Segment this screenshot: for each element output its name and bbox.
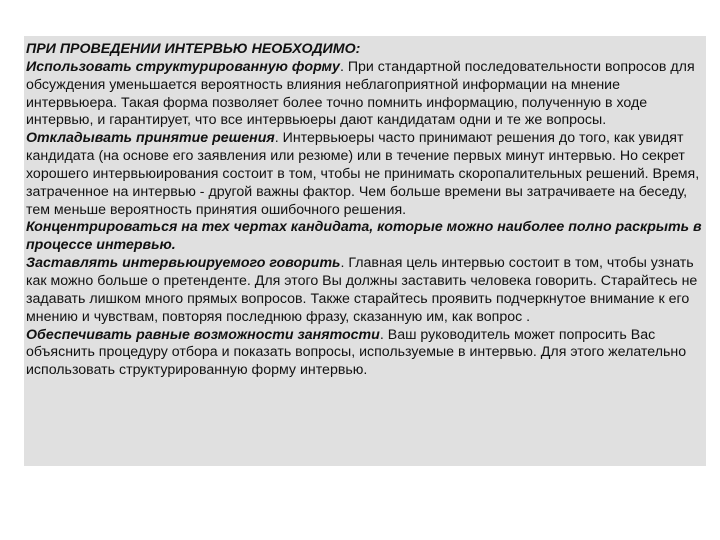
paragraph-concentrate-traits	[26, 219, 704, 255]
paragraph-text: . Ваш руководитель может попросить Вас объяснить процедуру отбора и показать вопросы, используемые в интервью. Для этого желательно использовать структурированную форму интервью.	[26, 326, 687, 379]
paragraph-structured-form	[26, 59, 704, 130]
paragraph-lead: Концентрироваться на тех чертах кандидата, которые можно наиболее полно раскрыть в процессе интервью.	[26, 219, 702, 254]
paragraph-equal-opportunities	[26, 327, 704, 381]
paragraph-text: . Интервьюеры часто принимают решения до того, как увидят кандидата (на основе его заявления или резюме) или в течение первых минут интервью. Но секрет хорошего интервьюирования состоит в том, чтобы не принимать скоропалительных решений. Время, затраченное на интервью - другой важны фактор. Чем больше времени вы затрачиваете на беседу, тем меньше вероятность принятия ошибочного решения.	[26, 130, 700, 218]
paragraph-lead: Заставлять интервьюируемого говорить	[26, 255, 341, 272]
paragraph-lead: Обеспечивать равные возможности занятости	[26, 326, 380, 343]
paragraph-make-talk	[26, 255, 704, 326]
slide-heading: ПРИ ПРОВЕДЕНИИ ИНТЕРВЬЮ НЕОБХОДИМО:	[26, 41, 361, 57]
paragraph-lead: Использовать структурированную форму	[26, 58, 340, 75]
paragraph-text: . При стандартной последовательности вопросов для обсуждения уменьшается вероятность влияния неблагоприятной информации на мнение интервьюера. Такая форма позволяет более точно помнить информацию, полученную в ходе интервью, и гарантирует, что все интервьюеры дают кандидатам одни и те же вопросы.	[26, 58, 695, 129]
text-block	[24, 36, 706, 466]
paragraph-postpone-decision	[26, 130, 704, 219]
paragraph-lead: Откладывать принятие решения	[26, 130, 275, 147]
paragraph-text: . Главная цель интервью состоит в том, чтобы узнать как можно больше о претенденте. Для этого Вы должны заставить человека говорить. Старайтесь не задавать лишком много прямых вопросов. Также старайтесь проявить подчеркнутое внимание к его мнению и чувствам, повторяя последнюю фразу, сказанную им, как вопрос .	[26, 255, 698, 325]
